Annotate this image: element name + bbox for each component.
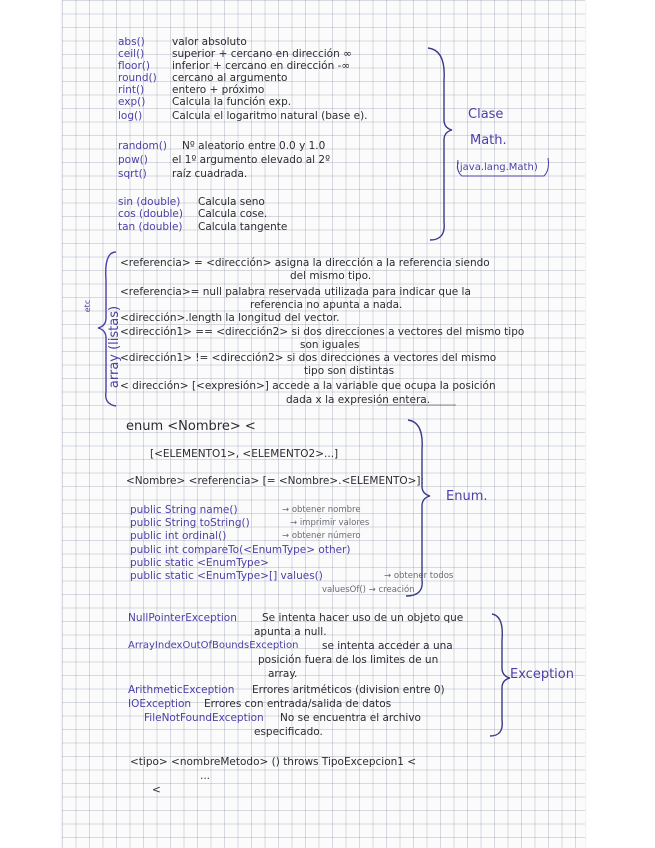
enum-elements: [<ELEMENTO1>, <ELEMENTO2>...]	[150, 448, 339, 460]
array-line: referencia no apunta a nada.	[250, 299, 403, 311]
math-desc: Nº aleatorio entre 0.0 y 1.0	[182, 140, 326, 152]
exception-name: ArithmeticException	[128, 684, 235, 696]
exception-name: FileNotFoundException	[144, 712, 264, 724]
exception-text: posición fuera de los limites de un	[258, 654, 439, 666]
enum-method: public static <EnumType>[] values()	[130, 570, 323, 582]
exception-text: Errores con entrada/salida de datos	[204, 698, 392, 710]
throws-line: <tipo> <nombreMetodo> () throws TipoExcepcion1 <	[130, 756, 417, 768]
math-fn: log()	[118, 110, 143, 122]
array-line: <dirección1> != <dirección2> si dos direcciones a vectores del mismo	[120, 352, 497, 364]
enum-method: public String toString()	[130, 517, 250, 529]
array-line: < dirección> [<expresión>] accede a la variable que ocupa la posición	[120, 380, 496, 392]
math-fn: exp()	[118, 96, 146, 108]
math-label-package: (java.lang.Math)	[456, 162, 538, 173]
exception-name: ArrayIndexOutOfBoundsException	[128, 640, 299, 651]
math-desc: superior + cercano en dirección ∞	[172, 48, 352, 60]
exception-label: Exception	[510, 667, 574, 682]
throws-close: <	[152, 784, 161, 796]
math-desc: inferior + cercano en dirección -∞	[172, 60, 351, 72]
array-line: <referencia> = <dirección> asigna la dirección a la referencia siendo	[120, 257, 490, 269]
array-side-sub: etc	[83, 299, 93, 313]
math-fn: rint()	[118, 84, 145, 96]
math-label-math: Math.	[470, 133, 507, 148]
throws-ellipsis: ...	[200, 770, 211, 782]
math-desc: Calcula tangente	[198, 221, 288, 233]
math-desc: el 1º argumento elevado al 2º	[172, 154, 331, 166]
math-fn: ceil()	[118, 48, 145, 60]
enum-brace	[406, 420, 430, 596]
enum-method: public static <EnumType>	[130, 557, 269, 569]
array-line: del mismo tipo.	[290, 270, 372, 282]
array-line: son iguales	[300, 339, 360, 351]
exception-name: NullPointerException	[128, 612, 237, 624]
math-fn: cos (double)	[118, 208, 183, 220]
exception-text: array.	[268, 668, 298, 680]
math-desc: Calcula la función exp.	[172, 96, 292, 108]
enum-method-note: → obtener todos	[384, 571, 454, 581]
enum-valuesof: valuesOf() → creación	[322, 585, 415, 595]
math-desc: Calcula cose.	[198, 208, 268, 220]
math-desc: Calcula el logaritmo natural (base e).	[172, 110, 368, 122]
enum-method: public int ordinal()	[130, 530, 227, 542]
math-label-clase: Clase	[468, 107, 504, 122]
math-fn: sin (double)	[118, 196, 181, 208]
enum-label: Enum.	[446, 489, 488, 504]
array-line: <referencia>= null palabra reservada utilizada para indicar que la	[120, 286, 471, 298]
enum-method-note: → obtener nombre	[282, 505, 361, 515]
array-side-label: array (listas)	[107, 305, 122, 389]
enum-header: enum <Nombre> <	[126, 419, 256, 434]
enum-method-note: → obtener número	[282, 531, 361, 541]
math-desc: valor absoluto	[172, 36, 247, 48]
math-label-box	[458, 158, 549, 176]
math-fn: abs()	[118, 36, 145, 48]
array-line: tipo son distintas	[304, 365, 395, 377]
math-fn: pow()	[118, 154, 148, 166]
exception-brace	[490, 614, 510, 736]
math-fn: round()	[118, 72, 157, 84]
exception-text: No se encuentra el archivo	[280, 712, 421, 724]
enum-method: public int compareTo(<EnumType> other)	[130, 544, 351, 556]
math-fn: tan (double)	[118, 221, 183, 233]
enum-method: public String name()	[130, 504, 238, 516]
exception-text: apunta a null.	[254, 626, 327, 638]
array-line: <dirección1> == <dirección2> si dos direcciones a vectores del mismo tipo	[120, 326, 525, 338]
array-line: dada x la expresión entera.	[286, 394, 431, 406]
math-desc: raíz cuadrada.	[172, 168, 248, 180]
math-fn: random()	[118, 140, 167, 152]
math-desc: entero + próximo	[172, 84, 265, 96]
enum-declaration: <Nombre> <referencia> [= <Nombre>.<ELEMENTO>];	[126, 475, 425, 487]
exception-text: Se intenta hacer uso de un objeto que	[262, 612, 464, 624]
math-brace	[428, 48, 452, 240]
exception-text: especificado.	[254, 726, 323, 738]
exception-text: Errores aritméticos (division entre 0)	[252, 684, 445, 696]
math-desc: cercano al argumento	[172, 72, 288, 84]
math-fn: floor()	[118, 60, 150, 72]
array-brace	[98, 252, 116, 406]
array-line: <dirección>.length la longitud del vector.	[120, 312, 340, 324]
math-desc: Calcula seno	[198, 196, 265, 208]
exception-name: IOException	[128, 698, 192, 710]
math-fn: sqrt()	[118, 168, 147, 180]
exception-text: se intenta acceder a una	[322, 640, 453, 652]
enum-method-note: → imprimir valores	[290, 518, 370, 528]
